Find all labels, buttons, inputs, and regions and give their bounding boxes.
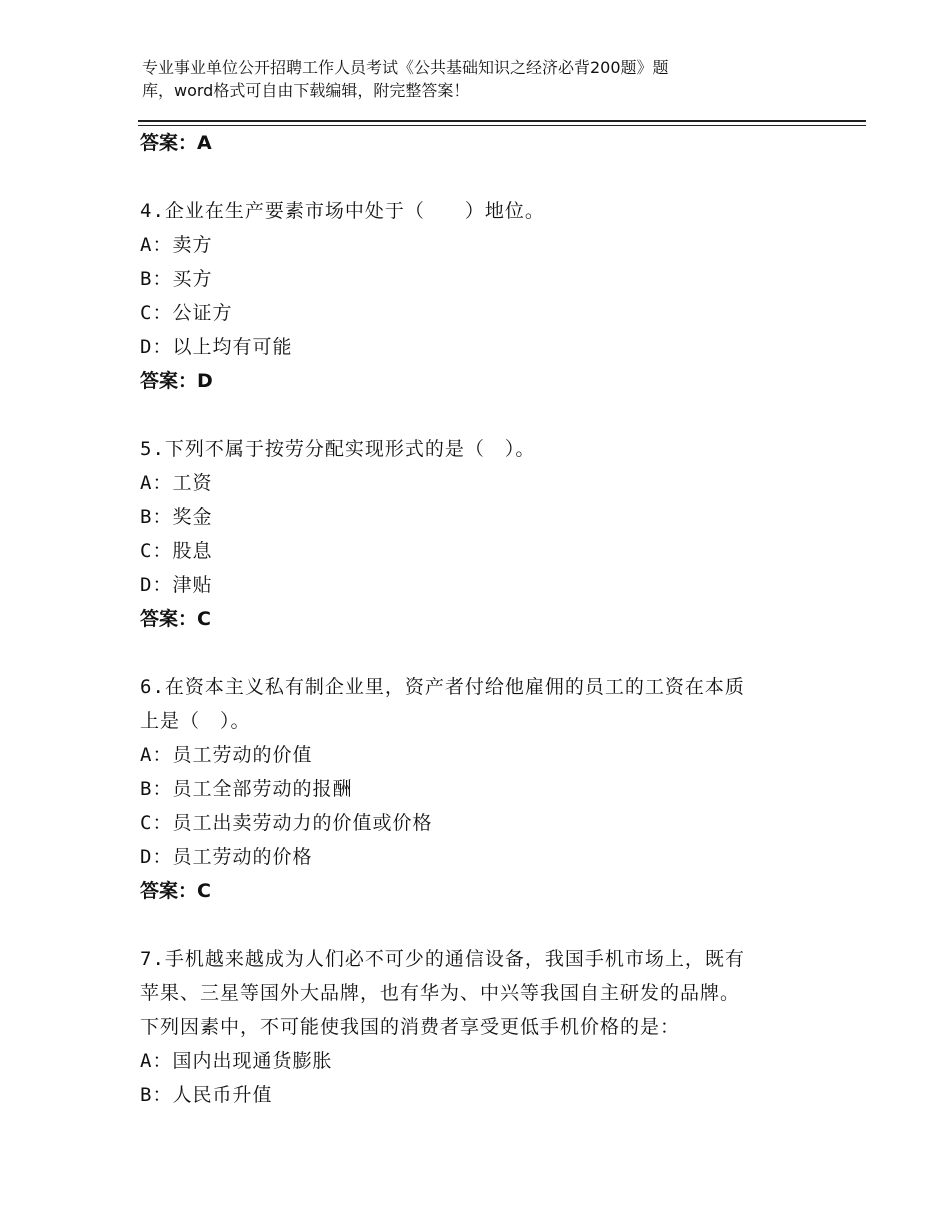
question-text: 5.下列不属于按劳分配实现形式的是（ ）。: [140, 438, 536, 460]
question-block: [140, 432, 820, 636]
option-d: D：员工劳动的价格: [140, 846, 313, 868]
option-b: B：员工全部劳动的报酬: [140, 778, 353, 800]
question-text-continued: 下列因素中，不可能使我国的消费者享受更低手机价格的是：: [140, 1016, 681, 1038]
option-b: B：买方: [140, 268, 213, 290]
page-header: [142, 56, 782, 102]
question-list: [140, 126, 820, 1112]
question-text-continued: 苹果、三星等国外大品牌，也有华为、中兴等我国自主研发的品牌。: [140, 982, 741, 1004]
question-text: 6.在资本主义私有制企业里，资产者付给他雇佣的员工的工资在本质: [140, 676, 745, 698]
option-a: A：工资: [140, 472, 213, 494]
option-b: B：奖金: [140, 506, 213, 528]
question-text-continued: 上是（ ）。: [140, 710, 251, 732]
option-c: C：公证方: [140, 302, 233, 324]
question-block: [140, 942, 820, 1112]
question-text: 4.企业在生产要素市场中处于（ ）地位。: [140, 200, 545, 222]
header-line-1: 专业事业单位公开招聘工作人员考试《公共基础知识之经济必背200题》题: [142, 58, 669, 77]
answer-line: 答案：C: [140, 880, 211, 902]
option-b: B：人民币升值: [140, 1084, 273, 1106]
spacer: [140, 398, 820, 432]
option-d: D：津贴: [140, 574, 213, 596]
question-block: [140, 194, 820, 398]
spacer: [140, 636, 820, 670]
header-rule: [138, 120, 866, 122]
option-c: C：员工出卖劳动力的价值或价格: [140, 812, 433, 834]
option-a: A：员工劳动的价值: [140, 744, 313, 766]
option-a: A：卖方: [140, 234, 213, 256]
question-block: [140, 670, 820, 908]
answer-line: 答案：D: [140, 370, 213, 392]
question-text: 7.手机越来越成为人们必不可少的通信设备，我国手机市场上，既有: [140, 948, 745, 970]
spacer: [140, 160, 820, 194]
option-a: A：国内出现通货膨胀: [140, 1050, 333, 1072]
answer-line: 答案：C: [140, 608, 211, 630]
answer-line: 答案：A: [140, 132, 212, 154]
spacer: [140, 908, 820, 942]
option-d: D：以上均有可能: [140, 336, 293, 358]
header-line-2: 库，word格式可自由下载编辑，附完整答案！: [142, 81, 470, 100]
option-c: C：股息: [140, 540, 213, 562]
